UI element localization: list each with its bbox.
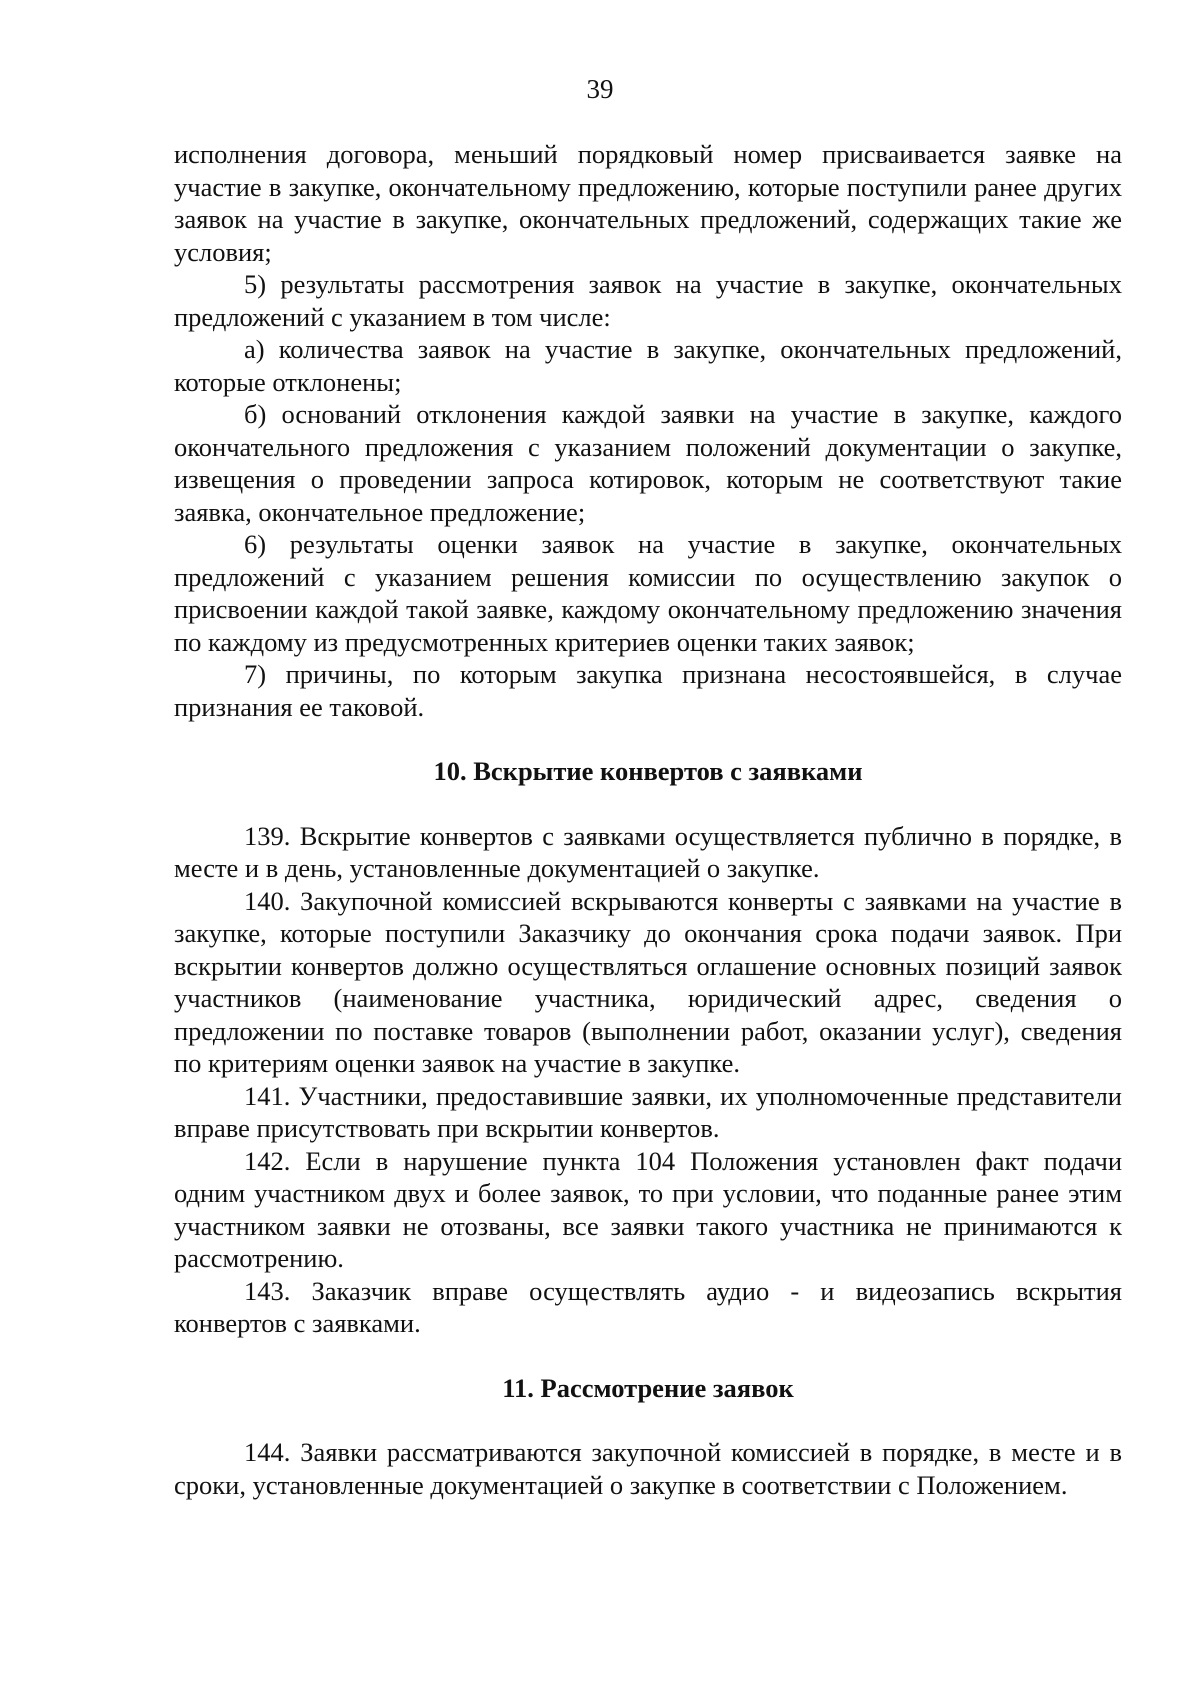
clause-144: 144. Заявки рассматриваются закупочной комиссией в порядке, в месте и в сроки, установленные документацией о закупке в соответствии с Положением. bbox=[174, 1437, 1122, 1500]
clause-139: 139. Вскрытие конвертов с заявками осуществляется публично в порядке, в месте и в день, установленные документацией о закупке. bbox=[174, 820, 1122, 883]
document-body bbox=[174, 138, 1122, 1501]
list-item-5: 5) результаты рассмотрения заявок на участие в закупке, окончательных предложений с указанием в том числе: bbox=[174, 269, 1122, 332]
clause-140: 140. Закупочной комиссией вскрываются конверты с заявками на участие в закупке, которые поступили Заказчику до окончания срока подачи заявок. При вскрытии конвертов должно осуществляться оглашение основных позиций заявок участников (наименование участника, юридический адрес, сведения о предложении по поставке товаров (выполнении работ, оказании услуг), сведения по критериям оценки заявок на участие в закупке. bbox=[174, 885, 1122, 1078]
paragraph-continuation: исполнения договора, меньший порядковый номер присваивается заявке на участие в закупке, окончательному предложению, которые поступили ранее других заявок на участие в закупке, окончательных предложений, содержащих такие же условия; bbox=[174, 139, 1122, 267]
section-heading-10: 10. Вскрытие конвертов с заявками bbox=[433, 756, 863, 786]
clause-142: 142. Если в нарушение пункта 104 Положения установлен факт подачи одним участником двух и более заявок, то при условии, что поданные ранее этим участником заявки не отозваны, все заявки такого участника не принимаются к рассмотрению. bbox=[174, 1145, 1122, 1273]
page-number: 39 bbox=[586, 74, 614, 104]
clause-143: 143. Заказчик вправе осуществлять аудио - и видеозапись вскрытия конвертов с заявками. bbox=[174, 1275, 1122, 1338]
clause-141: 141. Участники, предоставившие заявки, их уполномоченные представители вправе присутствовать при вскрытии конвертов. bbox=[174, 1080, 1122, 1143]
list-item-7: 7) причины, по которым закупка признана несостоявшейся, в случае признания ее таковой. bbox=[174, 659, 1122, 722]
list-item-5b: б) оснований отклонения каждой заявки на участие в закупке, каждого окончательного предложения с указанием положений документации о закупке, извещения о проведении запроса котировок, которым не соответствуют такие заявка, окончательное предложение; bbox=[174, 399, 1122, 527]
list-item-6: 6) результаты оценки заявок на участие в закупке, окончательных предложений с указанием решения комиссии по осуществлению закупок о присвоении каждой такой заявке, каждому окончательному предложению значения по каждому из предусмотренных критериев оценки таких заявок; bbox=[174, 529, 1122, 657]
section-heading-11: 11. Рассмотрение заявок bbox=[502, 1372, 794, 1403]
list-item-5a: а) количества заявок на участие в закупке, окончательных предложений, которые отклонены; bbox=[174, 334, 1122, 397]
